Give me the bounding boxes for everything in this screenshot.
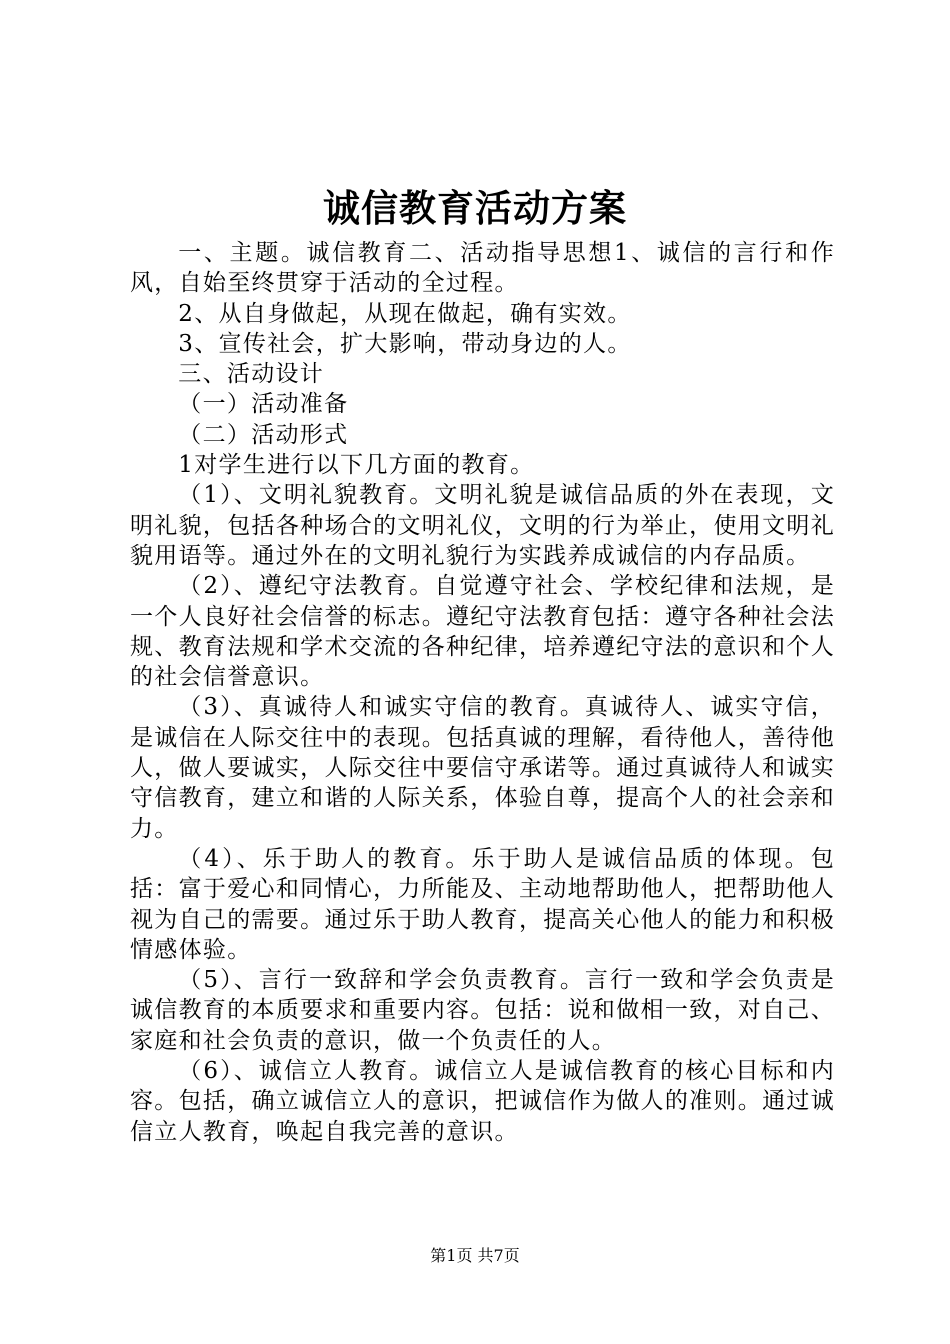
paragraph-item-4: （4）、乐于助人的教育。乐于助人是诚信品质的体现。包括：富于爱心和同情心，力所能及、主动地帮助他人，把帮助他人视为自己的需要。通过乐于助人教育，提高关心他人的能力和积极情感体验。 bbox=[130, 845, 835, 963]
paragraph-item-5: （5）、言行一致辞和学会负责教育。言行一致和学会负责是诚信教育的本质要求和重要内容。包括：说和做相一致，对自己、家庭和社会负责的意识，做一个负责任的人。 bbox=[130, 967, 835, 1054]
subheading-format: （二）活动形式 bbox=[178, 421, 349, 448]
paragraph-item-3: （3）、真诚待人和诚实守信的教育。真诚待人、诚实守信，是诚信在人际交往中的表现。包括真诚的理解，看待他人，善待他人，做人要诚实，人际交往中要信守承诺等。通过真诚待人和诚实守信教育，建立和谐的人际关系，体验自尊，提高个人的社会亲和力。 bbox=[130, 694, 835, 842]
document-title: 诚信教育活动方案 bbox=[323, 187, 627, 230]
document-body bbox=[130, 238, 835, 1147]
paragraph-item-6: （6）、诚信立人教育。诚信立人是诚信教育的核心目标和内容。包括，确立诚信立人的意识，把诚信作为做人的准则。通过诚信立人教育，唤起自我完善的意识。 bbox=[130, 1058, 835, 1145]
paragraph-item-2: （2）、遵纪守法教育。自觉遵守社会、学校纪律和法规，是一个人良好社会信誉的标志。遵纪守法教育包括：遵守各种社会法规、教育法规和学术交流的各种纪律，培养遵纪守法的意识和个人的社会信誉意识。 bbox=[130, 573, 835, 691]
paragraph-theme: 一、主题。诚信教育二、活动指导思想1、诚信的言行和作风，自始至终贯穿于活动的全过程。 bbox=[130, 240, 835, 297]
paragraph-item-1: （1）、文明礼貌教育。文明礼貌是诚信品质的外在表现，文明礼貌，包括各种场合的文明礼仪，文明的行为举止，使用文明礼貌用语等。通过外在的文明礼貌行为实践养成诚信的内存品质。 bbox=[130, 482, 835, 569]
subheading-preparation: （一）活动准备 bbox=[178, 391, 349, 418]
paragraph-point-2: 2、从自身做起，从现在做起，确有实效。 bbox=[178, 300, 632, 327]
paragraph-point-3: 3、宣传社会，扩大影响，带动身边的人。 bbox=[178, 330, 632, 357]
page-number: 第1页 共7页 bbox=[430, 1246, 520, 1265]
section-heading-design: 三、活动设计 bbox=[178, 361, 325, 388]
paragraph-education-intro: 1对学生进行以下几方面的教育。 bbox=[178, 452, 535, 479]
